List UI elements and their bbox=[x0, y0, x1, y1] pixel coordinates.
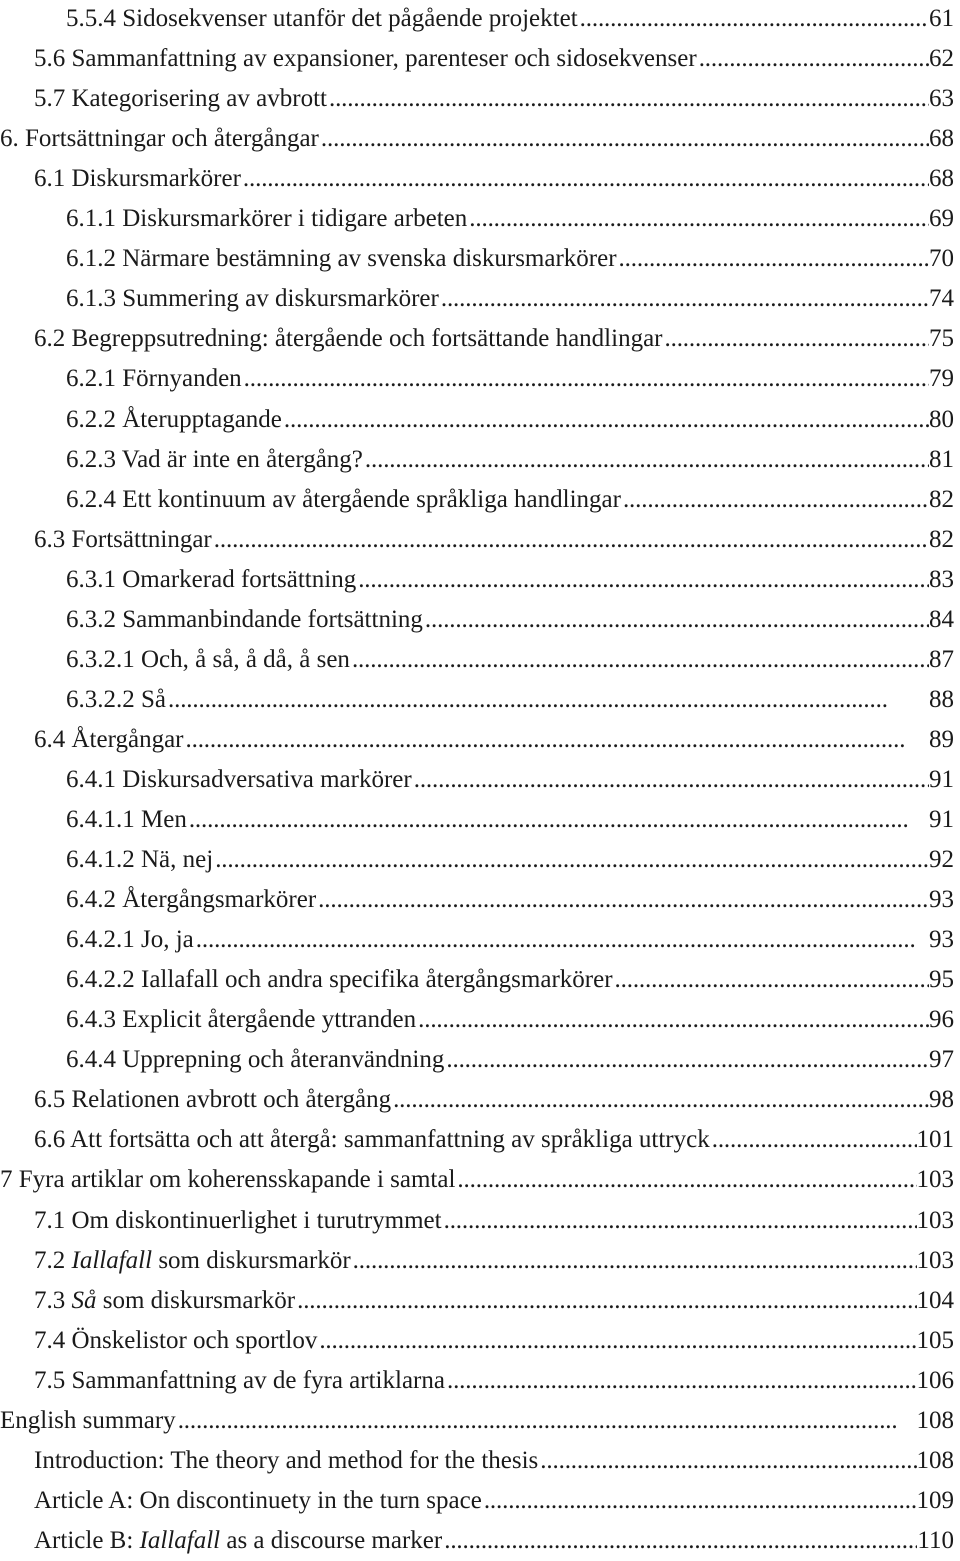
toc-entry-title: 5.7 Kategorisering av avbrott bbox=[34, 85, 327, 113]
toc-page-number: 92 bbox=[929, 846, 954, 874]
toc-page-number: 68 bbox=[929, 125, 954, 153]
toc-page-number: 101 bbox=[916, 1126, 954, 1154]
toc-entry[interactable] bbox=[0, 600, 960, 640]
dot-leader bbox=[613, 960, 929, 1000]
toc-page-number: 83 bbox=[929, 565, 954, 593]
toc-page-number: 91 bbox=[929, 765, 954, 793]
toc-entry-title: 6.5 Relationen avbrott och återgång bbox=[34, 1086, 392, 1114]
toc-entry-title: 6.3.2.2 Så bbox=[66, 685, 166, 713]
dot-leader bbox=[187, 800, 929, 840]
dot-leader bbox=[467, 199, 929, 239]
toc-page-number: 98 bbox=[929, 1086, 954, 1114]
dot-leader bbox=[416, 1000, 929, 1040]
toc-entry[interactable] bbox=[0, 920, 960, 960]
toc-entry-title: 6.2 Begreppsutredning: återgående och fortsättande handlingar bbox=[34, 325, 663, 353]
toc-page-number: 75 bbox=[929, 325, 954, 353]
toc-page-number: 87 bbox=[929, 645, 954, 673]
toc-entry-title: 5.5.4 Sidosekvenser utanför det pågående projektet bbox=[66, 5, 578, 32]
toc-entry[interactable] bbox=[0, 1120, 960, 1160]
toc-page-number: 74 bbox=[929, 285, 954, 313]
dot-leader bbox=[184, 720, 930, 760]
toc-entry[interactable] bbox=[0, 1201, 960, 1241]
toc-page-number: 88 bbox=[929, 685, 954, 713]
toc-entry-title: 6.1 Diskursmarkörer bbox=[34, 165, 241, 193]
toc-entry[interactable] bbox=[0, 880, 960, 920]
dot-leader bbox=[578, 0, 929, 39]
toc-entry-title bbox=[34, 1241, 351, 1281]
dot-leader bbox=[663, 319, 930, 359]
toc-page-number: 104 bbox=[916, 1286, 954, 1314]
dot-leader bbox=[295, 1281, 916, 1321]
toc-entry-title bbox=[34, 1521, 442, 1561]
toc-page-number: 109 bbox=[916, 1486, 954, 1514]
toc-entry-title-suffix: som diskursmarkör bbox=[152, 1246, 351, 1274]
toc-page-number: 79 bbox=[929, 365, 954, 393]
toc-entry-title: 6.4 Återgångar bbox=[34, 725, 184, 753]
toc-entry-title: Introduction: The theory and method for the thesis bbox=[34, 1446, 539, 1474]
toc-entry[interactable] bbox=[0, 1401, 960, 1441]
dot-leader bbox=[412, 760, 929, 800]
toc-entry-title: 6.6 Att fortsätta och att återgå: sammanfattning av språkliga uttryck bbox=[34, 1126, 710, 1154]
dot-leader bbox=[319, 119, 929, 159]
toc-entry[interactable] bbox=[0, 760, 960, 800]
toc-entry-title: 6.4.1.2 Nä, nej bbox=[66, 846, 214, 874]
toc-entry[interactable] bbox=[0, 400, 960, 440]
toc-entry-title-suffix: as a discourse marker bbox=[220, 1526, 443, 1554]
toc-page-number: 91 bbox=[929, 806, 954, 833]
dot-leader bbox=[482, 1481, 917, 1521]
toc-entry-title-italic: Iallafall bbox=[139, 1526, 221, 1554]
toc-page-number: 93 bbox=[929, 926, 954, 954]
toc-page-number: 106 bbox=[916, 1366, 954, 1394]
dot-leader bbox=[212, 520, 929, 560]
toc-entry[interactable] bbox=[0, 720, 960, 760]
toc-page-number: 103 bbox=[916, 1246, 954, 1274]
toc-entry[interactable] bbox=[0, 359, 960, 399]
dot-leader bbox=[316, 880, 929, 920]
toc-entry[interactable] bbox=[0, 119, 960, 159]
toc-entry[interactable] bbox=[0, 1040, 960, 1080]
toc-page-number: 103 bbox=[916, 1166, 954, 1194]
toc-entry[interactable] bbox=[0, 960, 960, 1000]
dot-leader bbox=[350, 640, 929, 680]
toc-entry-title: 6.3.2.1 Och, å så, å då, å sen bbox=[66, 645, 350, 673]
toc-entry[interactable] bbox=[0, 1481, 960, 1521]
toc-entry-title-italic: Så bbox=[71, 1286, 97, 1314]
dot-leader bbox=[538, 1441, 916, 1481]
toc-entry-title: 6.2.1 Förnyanden bbox=[66, 365, 242, 393]
dot-leader bbox=[176, 1401, 917, 1441]
toc-entry-title: 6.3 Fortsättningar bbox=[34, 525, 212, 553]
toc-entry-title: 6.4.2.1 Jo, ja bbox=[66, 926, 194, 954]
toc-entry-title: 7.5 Sammanfattning av de fyra artiklarna bbox=[34, 1366, 445, 1394]
toc-entry[interactable] bbox=[0, 480, 960, 520]
toc-entry-title: 7 Fyra artiklar om koherensskapande i samtal bbox=[0, 1166, 456, 1194]
toc-entry-title: 6.4.3 Explicit återgående yttranden bbox=[66, 1006, 417, 1034]
dot-leader bbox=[363, 440, 929, 480]
toc-entry[interactable] bbox=[0, 520, 960, 560]
dot-leader bbox=[455, 1160, 916, 1200]
dot-leader bbox=[194, 920, 929, 960]
toc-entry[interactable] bbox=[0, 560, 960, 600]
toc-entry[interactable] bbox=[0, 680, 960, 720]
dot-leader bbox=[621, 480, 929, 520]
toc-entry[interactable] bbox=[0, 440, 960, 480]
dot-leader bbox=[442, 1201, 917, 1241]
toc-entry[interactable] bbox=[0, 39, 960, 79]
toc-page-number: 89 bbox=[929, 725, 954, 753]
toc-entry[interactable] bbox=[0, 840, 960, 880]
toc-page-number: 70 bbox=[929, 245, 954, 273]
dot-leader bbox=[327, 79, 929, 119]
toc-entry[interactable] bbox=[0, 199, 960, 239]
toc-entry[interactable] bbox=[0, 239, 960, 279]
toc-entry[interactable] bbox=[0, 1160, 960, 1200]
toc-entry[interactable] bbox=[0, 1000, 960, 1040]
toc-page-number: 95 bbox=[929, 966, 954, 994]
toc-entry[interactable] bbox=[0, 159, 960, 199]
toc-entry-title: 6.4.1.1 Men bbox=[66, 806, 187, 833]
toc-page-number: 103 bbox=[916, 1206, 954, 1234]
dot-leader bbox=[697, 39, 929, 79]
toc-entry[interactable] bbox=[0, 279, 960, 319]
toc-entry-title: 6.2.4 Ett kontinuum av återgående språkliga handlingar bbox=[66, 485, 621, 513]
dot-leader bbox=[445, 1361, 917, 1401]
toc-entry-title: 6. Fortsättningar och återgångar bbox=[0, 125, 319, 153]
dot-leader bbox=[213, 840, 929, 880]
toc-entry-title: English summary bbox=[0, 1406, 176, 1434]
dot-leader bbox=[710, 1120, 917, 1160]
toc-page-number: 105 bbox=[916, 1326, 954, 1354]
toc-entry[interactable] bbox=[0, 1281, 960, 1321]
toc-entry-title: 5.6 Sammanfattning av expansioner, parenteser och sidosekvenser bbox=[34, 45, 697, 73]
toc-page-number: 62 bbox=[929, 45, 954, 73]
toc-entry-title-prefix: Article B: bbox=[34, 1526, 140, 1554]
toc-page-number: 96 bbox=[929, 1006, 954, 1034]
toc-entry-title: 6.3.2 Sammanbindande fortsättning bbox=[66, 605, 423, 633]
toc-page-number: 81 bbox=[929, 445, 954, 473]
toc-page-number: 63 bbox=[929, 85, 954, 113]
dot-leader bbox=[241, 159, 929, 199]
dot-leader bbox=[423, 600, 929, 640]
toc-page-number: 93 bbox=[929, 886, 954, 914]
toc-entry-title: 6.1.3 Summering av diskursmarkörer bbox=[66, 285, 439, 313]
toc-page-number: 68 bbox=[929, 165, 954, 193]
toc-page-number: 69 bbox=[929, 205, 954, 233]
toc-entry[interactable] bbox=[0, 800, 960, 840]
dot-leader bbox=[442, 1521, 917, 1561]
dot-leader bbox=[444, 1040, 929, 1080]
toc-page-number: 97 bbox=[929, 1046, 954, 1074]
toc-entry[interactable] bbox=[0, 1441, 960, 1481]
toc-entry[interactable] bbox=[0, 1241, 960, 1281]
toc-page-number: 82 bbox=[929, 525, 954, 553]
dot-leader bbox=[391, 1080, 929, 1120]
toc-entry-title bbox=[34, 1281, 295, 1321]
toc-entry[interactable] bbox=[0, 0, 960, 39]
dot-leader bbox=[356, 560, 929, 600]
toc-entry-title: 6.2.2 Återupptagande bbox=[66, 405, 282, 433]
toc-entry-title-suffix: som diskursmarkör bbox=[96, 1286, 296, 1314]
dot-leader bbox=[166, 680, 929, 720]
toc-entry-title-prefix: 7.3 bbox=[34, 1286, 72, 1314]
toc-entry[interactable] bbox=[0, 1521, 960, 1561]
dot-leader bbox=[317, 1321, 916, 1361]
toc-entry-title: 6.1.1 Diskursmarkörer i tidigare arbeten bbox=[66, 205, 468, 233]
toc-entry-title: 6.4.4 Upprepning och återanvändning bbox=[66, 1046, 445, 1074]
toc-entry[interactable] bbox=[0, 1321, 960, 1361]
dot-leader bbox=[351, 1241, 917, 1281]
toc-entry-title: 7.1 Om diskontinuerlighet i turutrymmet bbox=[34, 1206, 442, 1234]
dot-leader bbox=[242, 359, 929, 399]
toc-entry-title: 7.4 Önskelistor och sportlov bbox=[34, 1326, 318, 1354]
toc-entry-title: 6.2.3 Vad är inte en återgång? bbox=[66, 445, 363, 473]
toc-entry-title: 6.4.1 Diskursadversativa markörer bbox=[66, 765, 412, 793]
toc-page-number: 110 bbox=[917, 1526, 954, 1554]
toc-page-number: 108 bbox=[916, 1406, 954, 1434]
toc-page-number: 82 bbox=[929, 485, 954, 513]
toc-entry[interactable] bbox=[0, 1361, 960, 1401]
toc-entry-title-italic: Iallafall bbox=[71, 1246, 153, 1274]
dot-leader bbox=[617, 239, 929, 279]
toc-page-number: 80 bbox=[929, 405, 954, 433]
toc-entry-title: Article A: On discontinuety in the turn space bbox=[34, 1486, 482, 1514]
toc-entry-title: 6.1.2 Närmare bestämning av svenska diskursmarkörer bbox=[66, 245, 617, 273]
toc-entry-title: 6.4.2.2 Iallafall och andra specifika återgångsmarkörer bbox=[66, 966, 613, 994]
dot-leader bbox=[439, 279, 929, 319]
toc-entry[interactable] bbox=[0, 640, 960, 680]
toc-entry[interactable] bbox=[0, 319, 960, 359]
toc-page-number: 84 bbox=[929, 605, 954, 633]
toc-entry-title: 6.4.2 Återgångsmarkörer bbox=[66, 886, 317, 914]
dot-leader bbox=[282, 400, 929, 440]
toc-entry-title: 6.3.1 Omarkerad fortsättning bbox=[66, 565, 357, 593]
toc-entry-title-prefix: 7.2 bbox=[34, 1246, 72, 1274]
toc-entry[interactable] bbox=[0, 1080, 960, 1120]
toc-page-number: 108 bbox=[916, 1446, 954, 1474]
toc-entry[interactable] bbox=[0, 79, 960, 119]
toc-page-number: 61 bbox=[929, 5, 954, 32]
